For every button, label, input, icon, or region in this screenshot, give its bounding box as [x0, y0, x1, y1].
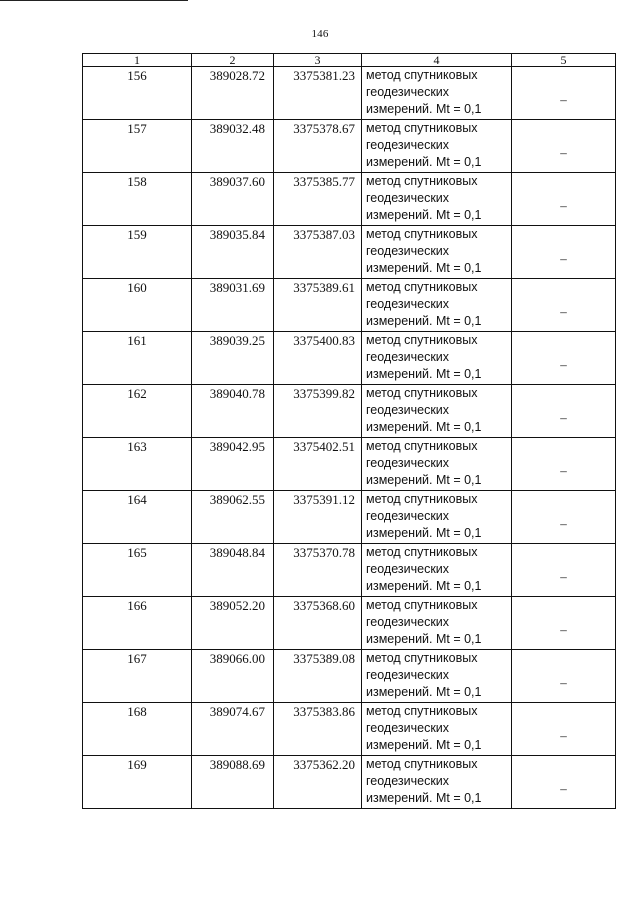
note-value: –: [560, 356, 567, 372]
method-line: измерений. Mt = 0,1: [366, 367, 482, 381]
coordinates-table: [82, 53, 616, 809]
method-line: метод спутниковых: [366, 598, 478, 612]
note-value: –: [560, 727, 567, 743]
y-coordinate-cell: 3375381.23: [274, 67, 362, 120]
header-row: [83, 54, 616, 67]
point-number-cell: 168: [83, 703, 192, 756]
method-line: измерений. Mt = 0,1: [366, 526, 482, 540]
x-coordinate-cell: 389035.84: [192, 226, 274, 279]
note-value: –: [560, 515, 567, 531]
x-coordinate-cell: 389028.72: [192, 67, 274, 120]
x-coordinate-cell: 389052.20: [192, 597, 274, 650]
point-number-cell: 161: [83, 332, 192, 385]
x-coordinate-cell: 389074.67: [192, 703, 274, 756]
table-row: [83, 226, 616, 279]
y-coordinate-cell: 3375368.60: [274, 597, 362, 650]
table-row: [83, 544, 616, 597]
column-header: 3: [274, 54, 362, 67]
method-line: измерений. Mt = 0,1: [366, 791, 482, 805]
y-coordinate-cell: 3375399.82: [274, 385, 362, 438]
method-line: измерений. Mt = 0,1: [366, 314, 482, 328]
method-cell: [362, 332, 512, 385]
method-line: метод спутниковых: [366, 174, 478, 188]
method-line: геодезических: [366, 244, 450, 258]
y-coordinate-cell: 3375385.77: [274, 173, 362, 226]
method-line: геодезических: [366, 562, 450, 576]
table-row: [83, 703, 616, 756]
method-cell: [362, 438, 512, 491]
note-value: –: [560, 409, 567, 425]
x-coordinate-cell: 389048.84: [192, 544, 274, 597]
x-coordinate-cell: 389088.69: [192, 756, 274, 809]
table-row: [83, 650, 616, 703]
table-row: [83, 491, 616, 544]
note-value: –: [560, 621, 567, 637]
method-cell: [362, 120, 512, 173]
method-cell: [362, 544, 512, 597]
note-cell: [512, 67, 616, 120]
y-coordinate-cell: 3375383.86: [274, 703, 362, 756]
table-row: [83, 438, 616, 491]
method-line: метод спутниковых: [366, 704, 478, 718]
point-number-cell: 165: [83, 544, 192, 597]
point-number-cell: 167: [83, 650, 192, 703]
method-line: метод спутниковых: [366, 545, 478, 559]
x-coordinate-cell: 389032.48: [192, 120, 274, 173]
note-value: –: [560, 674, 567, 690]
x-coordinate-cell: 389039.25: [192, 332, 274, 385]
method-line: измерений. Mt = 0,1: [366, 738, 482, 752]
point-number-cell: 160: [83, 279, 192, 332]
y-coordinate-cell: 3375362.20: [274, 756, 362, 809]
note-value: –: [560, 303, 567, 319]
x-coordinate-cell: 389042.95: [192, 438, 274, 491]
method-line: измерений. Mt = 0,1: [366, 208, 482, 222]
y-coordinate-cell: 3375389.61: [274, 279, 362, 332]
top-rule: [0, 0, 188, 1]
table-row: [83, 120, 616, 173]
method-cell: [362, 385, 512, 438]
y-coordinate-cell: 3375391.12: [274, 491, 362, 544]
method-line: метод спутниковых: [366, 492, 478, 506]
note-cell: [512, 756, 616, 809]
method-line: измерений. Mt = 0,1: [366, 261, 482, 275]
method-cell: [362, 173, 512, 226]
method-line: метод спутниковых: [366, 651, 478, 665]
method-line: метод спутниковых: [366, 68, 478, 82]
method-line: метод спутниковых: [366, 227, 478, 241]
point-number-cell: 159: [83, 226, 192, 279]
method-line: геодезических: [366, 615, 450, 629]
method-line: метод спутниковых: [366, 121, 478, 135]
column-header: 5: [512, 54, 616, 67]
method-line: измерений. Mt = 0,1: [366, 102, 482, 116]
method-line: геодезических: [366, 721, 450, 735]
method-line: измерений. Mt = 0,1: [366, 632, 482, 646]
table-row: [83, 332, 616, 385]
table-row: [83, 173, 616, 226]
table-row: [83, 385, 616, 438]
note-value: –: [560, 144, 567, 160]
note-value: –: [560, 462, 567, 478]
column-header: 2: [192, 54, 274, 67]
note-cell: [512, 332, 616, 385]
method-cell: [362, 650, 512, 703]
point-number-cell: 156: [83, 67, 192, 120]
method-line: геодезических: [366, 509, 450, 523]
method-line: геодезических: [366, 668, 450, 682]
method-line: геодезических: [366, 403, 450, 417]
point-number-cell: 162: [83, 385, 192, 438]
method-cell: [362, 226, 512, 279]
x-coordinate-cell: 389031.69: [192, 279, 274, 332]
point-number-cell: 164: [83, 491, 192, 544]
method-line: геодезических: [366, 456, 450, 470]
note-cell: [512, 120, 616, 173]
note-cell: [512, 226, 616, 279]
note-cell: [512, 279, 616, 332]
method-line: геодезических: [366, 774, 450, 788]
method-line: метод спутниковых: [366, 280, 478, 294]
method-cell: [362, 67, 512, 120]
y-coordinate-cell: 3375400.83: [274, 332, 362, 385]
method-cell: [362, 756, 512, 809]
y-coordinate-cell: 3375370.78: [274, 544, 362, 597]
note-value: –: [560, 91, 567, 107]
table-body: [83, 67, 616, 809]
note-cell: [512, 173, 616, 226]
method-line: геодезических: [366, 138, 450, 152]
method-cell: [362, 279, 512, 332]
method-line: геодезических: [366, 85, 450, 99]
table-row: [83, 67, 616, 120]
method-line: измерений. Mt = 0,1: [366, 685, 482, 699]
method-cell: [362, 703, 512, 756]
method-line: метод спутниковых: [366, 757, 478, 771]
table-row: [83, 597, 616, 650]
note-value: –: [560, 197, 567, 213]
column-header: 4: [362, 54, 512, 67]
x-coordinate-cell: 389062.55: [192, 491, 274, 544]
note-cell: [512, 597, 616, 650]
note-cell: [512, 438, 616, 491]
note-value: –: [560, 780, 567, 796]
point-number-cell: 169: [83, 756, 192, 809]
point-number-cell: 158: [83, 173, 192, 226]
method-cell: [362, 597, 512, 650]
note-cell: [512, 703, 616, 756]
y-coordinate-cell: 3375402.51: [274, 438, 362, 491]
method-line: геодезических: [366, 297, 450, 311]
method-line: геодезических: [366, 191, 450, 205]
x-coordinate-cell: 389037.60: [192, 173, 274, 226]
note-value: –: [560, 568, 567, 584]
method-line: измерений. Mt = 0,1: [366, 473, 482, 487]
point-number-cell: 166: [83, 597, 192, 650]
note-value: –: [560, 250, 567, 266]
y-coordinate-cell: 3375389.08: [274, 650, 362, 703]
page-number: 146: [311, 28, 329, 40]
note-cell: [512, 544, 616, 597]
method-line: измерений. Mt = 0,1: [366, 420, 482, 434]
method-line: метод спутниковых: [366, 333, 478, 347]
table-row: [83, 756, 616, 809]
method-cell: [362, 491, 512, 544]
table-row: [83, 279, 616, 332]
y-coordinate-cell: 3375378.67: [274, 120, 362, 173]
column-header: 1: [83, 54, 192, 67]
method-line: метод спутниковых: [366, 439, 478, 453]
point-number-cell: 163: [83, 438, 192, 491]
note-cell: [512, 491, 616, 544]
method-line: метод спутниковых: [366, 386, 478, 400]
note-cell: [512, 385, 616, 438]
x-coordinate-cell: 389066.00: [192, 650, 274, 703]
point-number-cell: 157: [83, 120, 192, 173]
method-line: измерений. Mt = 0,1: [366, 155, 482, 169]
method-line: измерений. Mt = 0,1: [366, 579, 482, 593]
x-coordinate-cell: 389040.78: [192, 385, 274, 438]
y-coordinate-cell: 3375387.03: [274, 226, 362, 279]
method-line: геодезических: [366, 350, 450, 364]
note-cell: [512, 650, 616, 703]
